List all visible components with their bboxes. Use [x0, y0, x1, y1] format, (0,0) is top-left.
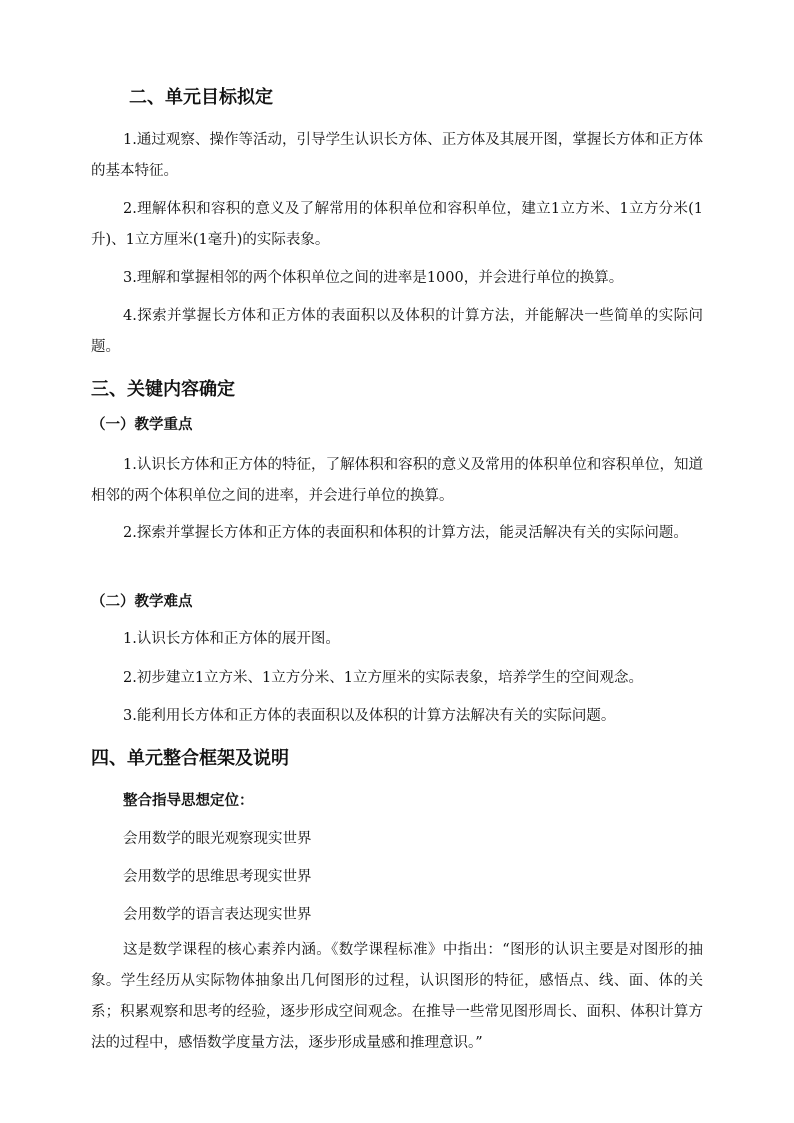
subheading-difficulties: （二）教学难点	[91, 594, 193, 610]
subheading-guiding-idea: 整合指导思想定位：	[123, 793, 254, 809]
core-literacy-paragraph: 这是数学课程的核心素养内涵。《数学课程标准》中指出：“图形的认识主要是对图形的抽象。学生经历从实际物体抽象出几何图形的过程，认识图形的特征，感悟点、线、面、体的关系；积累观察和思考的经验，逐步形成空间观念。在推导一些常见图形周长、面积、体积计算方法的过程中，感悟数学度量方法，逐步形成量感和推理意识。”	[91, 942, 703, 1051]
subheading-key-points: （一）教学重点	[91, 417, 193, 433]
guide-line-2: 会用数学的思维思考现实世界	[123, 869, 312, 885]
guide-line-3: 会用数学的语言表达现实世界	[123, 907, 312, 923]
goal-item-3: 3.理解和掌握相邻的两个体积单位之间的进率是1000，并会进行单位的换算。	[123, 270, 624, 286]
difficulty-item-3: 3.能利用长方体和正方体的表面积以及体积的计算方法解决有关的实际问题。	[123, 708, 616, 724]
key-point-item-2: 2.探索并掌握长方体和正方体的表面积和体积的计算方法，能灵活解决有关的实际问题。	[123, 525, 688, 541]
difficulty-item-1: 1.认识长方体和正方体的展开图。	[123, 631, 340, 647]
section-heading-key-content: 三、关键内容确定	[91, 379, 235, 400]
difficulty-item-2: 2.初步建立1立方米、1立方分米、1立方厘米的实际表象，培养学生的空间观念。	[123, 670, 644, 686]
goal-item-1: 1.通过观察、操作等活动，引导学生认识长方体、正方体及其展开图，掌握长方体和正方体的基本特征。	[91, 132, 703, 179]
key-point-item-1: 1.认识长方体和正方体的特征，了解体积和容积的意义及常用的体积单位和容积单位，知道相邻的两个体积单位之间的进率，并会进行单位的换算。	[91, 457, 703, 504]
guide-line-1: 会用数学的眼光观察现实世界	[123, 831, 312, 847]
goal-item-4: 4.探索并掌握长方体和正方体的表面积以及体积的计算方法，并能解决一些简单的实际问题。	[91, 308, 703, 355]
section-heading-integration-framework: 四、单元整合框架及说明	[91, 748, 289, 769]
section-heading-unit-goals: 二、单元目标拟定	[129, 87, 273, 108]
goal-item-2: 2.理解体积和容积的意义及了解常用的体积单位和容积单位，建立1立方米、1立方分米(1升)、1立方厘米(1毫升)的实际表象。	[91, 201, 703, 248]
